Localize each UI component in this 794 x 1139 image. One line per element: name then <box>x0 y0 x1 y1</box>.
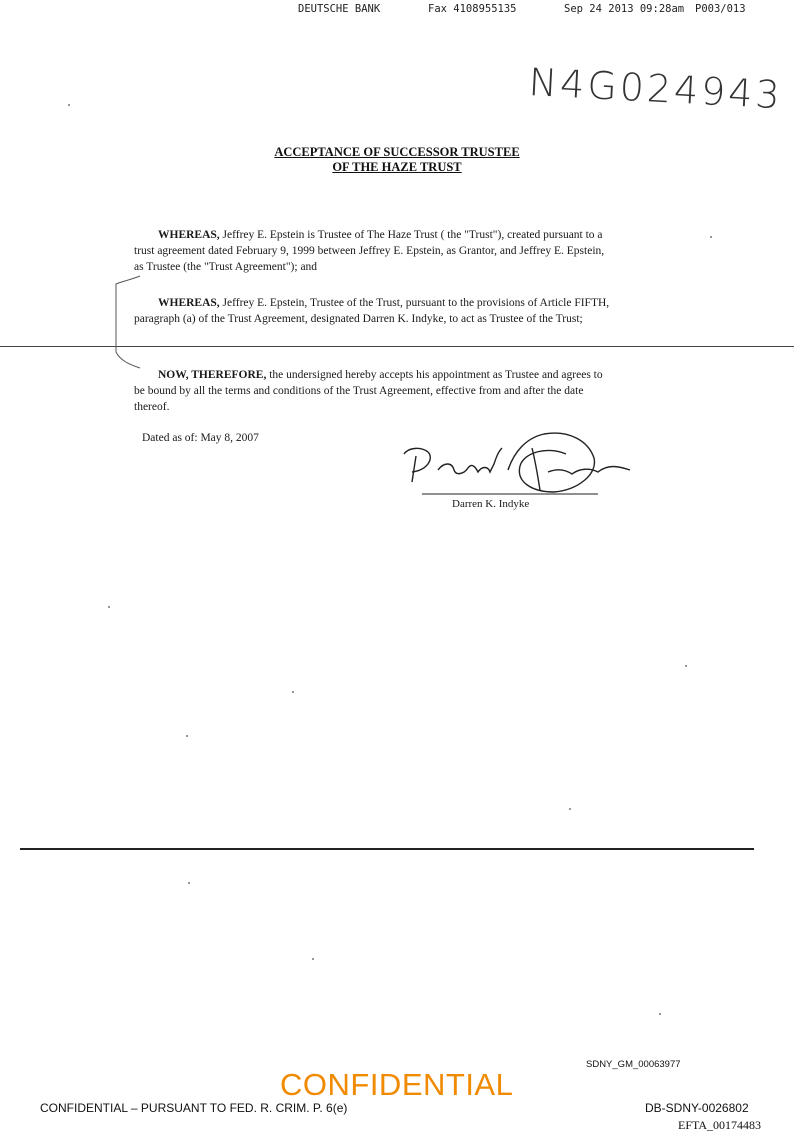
paragraph-text: Jeffrey E. Epstein, Trustee of the Trust, pursuant to the provisions of Article FIFTH, paragraph (a) of the Trust Agreement, designated Darren K. Indyke, to act as Trustee of the Trust; <box>134 297 610 325</box>
fax-timestamp: Sep 24 2013 09:28am <box>564 3 685 15</box>
scan-speck <box>659 1013 661 1015</box>
paragraph-now-therefore <box>134 367 614 415</box>
document-title-line-2: OF THE HAZE TRUST <box>332 160 462 174</box>
fax-page-number: P003/013 <box>695 3 746 15</box>
paragraph-lead: NOW, THEREFORE, <box>158 369 267 381</box>
dated-value: May 8, 2007 <box>200 432 259 444</box>
paragraph-lead: WHEREAS, <box>158 229 220 241</box>
fax-scan-line-lower <box>20 848 754 850</box>
bates-number-sdny-gm: SDNY_GM_00063977 <box>586 1059 681 1070</box>
bates-number-db: DB-SDNY-0026802 <box>645 1101 749 1115</box>
confidential-notice: CONFIDENTIAL – PURSUANT TO FED. R. CRIM. P. 6(e) <box>40 1101 348 1115</box>
paragraph-text: Jeffrey E. Epstein is Trustee of The Haze Trust ( the "Trust"), created pursuant to a trust agreement dated February 9, 1999 between Jeffrey E. Epstein, as Grantor, and Jeffrey E. Epstein, as Trustee (the "Trust Agreement"); and <box>134 229 605 273</box>
scan-speck <box>685 665 687 667</box>
scan-speck <box>108 606 110 608</box>
scan-speck <box>188 882 190 884</box>
dated-line <box>142 432 259 444</box>
signature <box>398 412 638 502</box>
scan-speck <box>186 735 188 737</box>
fax-number: Fax 4108955135 <box>428 3 517 15</box>
paragraph-whereas-2 <box>134 295 614 327</box>
document-title-line-1: ACCEPTANCE OF SUCCESSOR TRUSTEE <box>274 145 520 159</box>
scan-speck <box>68 104 70 106</box>
scan-speck <box>312 958 314 960</box>
scan-speck <box>292 691 294 693</box>
fax-header <box>0 3 794 17</box>
margin-bracket-mark <box>112 270 142 370</box>
paragraph-text: the undersigned hereby accepts his appointment as Trustee and agrees to be bound by all the terms and conditions of the Trust Agreement, effective from and after the date thereof. <box>134 369 603 413</box>
paragraph-lead: WHEREAS, <box>158 297 220 309</box>
confidential-stamp: CONFIDENTIAL <box>280 1067 514 1102</box>
signer-name: Darren K. Indyke <box>452 498 530 510</box>
scan-speck <box>710 236 712 238</box>
dated-label: Dated as of: <box>142 432 198 444</box>
fax-sender: DEUTSCHE BANK <box>298 3 381 15</box>
paragraph-whereas-1 <box>134 227 614 275</box>
efta-number: EFTA_00174483 <box>678 1118 762 1132</box>
handwritten-number: N4G024943 <box>527 60 784 118</box>
scan-speck <box>569 808 571 810</box>
